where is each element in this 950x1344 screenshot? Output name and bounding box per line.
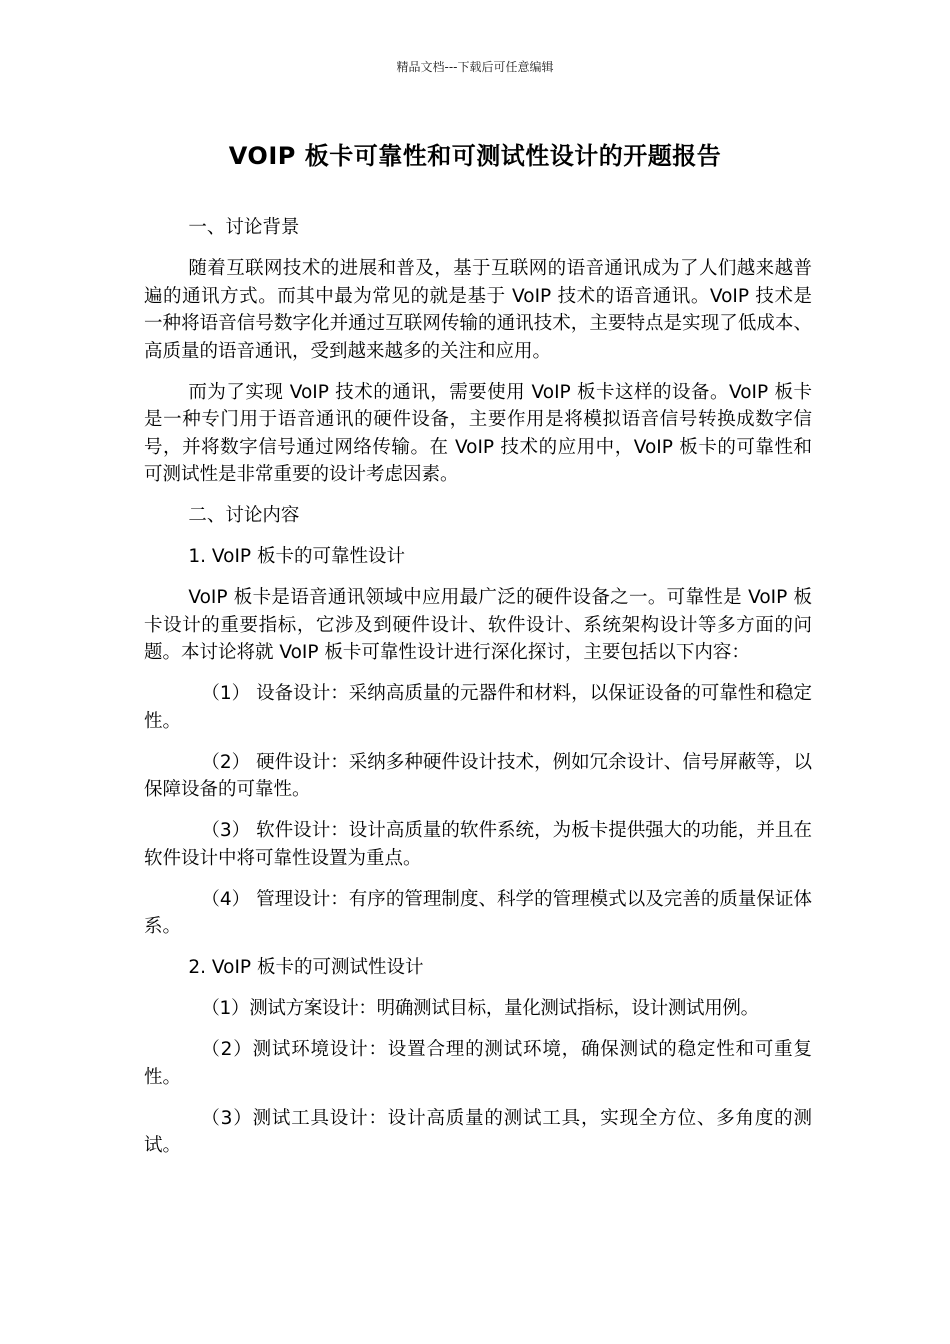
document-title: VOIP 板卡可靠性和可测试性设计的开题报告 [228,142,722,170]
section-heading-content: 二、讨论内容 [188,505,300,526]
subsection-heading-reliability: 1. VoIP 板卡的可靠性设计 [188,546,405,567]
list-item: （2） 硬件设计：采纳多种硬件设计技术，例如冗余设计、信号屏蔽等，以保障设备的可靠性。 [144,751,812,800]
list-item: （4） 管理设计：有序的管理制度、科学的管理模式以及完善的质量保证体系。 [144,888,812,937]
section-heading-background: 一、讨论背景 [188,217,300,238]
list-item: （1） 设备设计：采纳高质量的元器件和材料，以保证设备的可靠性和稳定性。 [144,683,812,732]
subsection-heading-testability: 2. VoIP 板卡的可测试性设计 [188,957,424,978]
list-item: （3）测试工具设计：设计高质量的测试工具，实现全方位、多角度的测试。 [144,1107,812,1156]
header-note: 精品文档---下载后可任意编辑 [396,60,554,74]
paragraph-background-1: 随着互联网技术的进展和普及，基于互联网的语音通讯成为了人们越来越普遍的通讯方式。而其中最为常见的就是基于 VoIP 技术的语音通讯。VoIP 技术是一种将语音信号数字化并通过互联网传输的通讯技术，主要特点是实现了低成本、高质量的语音通讯，受到越来越多的关注和应用。 [144,258,812,362]
list-item: （3） 软件设计：设计高质量的软件系统，为板卡提供强大的功能，并且在软件设计中将可靠性设置为重点。 [144,820,812,869]
paragraph-reliability-intro: VoIP 板卡是语音通讯领域中应用最广泛的硬件设备之一。可靠性是 VoIP 板卡设计的重要指标，它涉及到硬件设计、软件设计、系统架构设计等多方面的问题。本讨论将就 VoIP 板卡可靠性设计进行深化探讨，主要包括以下内容： [144,587,812,663]
list-item: （1）测试方案设计：明确测试目标，量化测试指标，设计测试用例。 [201,998,759,1019]
paragraph-background-2: 而为了实现 VoIP 技术的通讯，需要使用 VoIP 板卡这样的设备。VoIP 板卡是一种专门用于语音通讯的硬件设备，主要作用是将模拟语音信号转换成数字信号，并将数字信号通过网络传输。在 VoIP 技术的应用中，VoIP 板卡的可靠性和可测试性是非常重要的设计考虑因素。 [144,381,812,485]
document-body [144,214,812,1173]
list-item: （2）测试环境设计：设置合理的测试环境，确保测试的稳定性和可重复性。 [144,1039,812,1088]
